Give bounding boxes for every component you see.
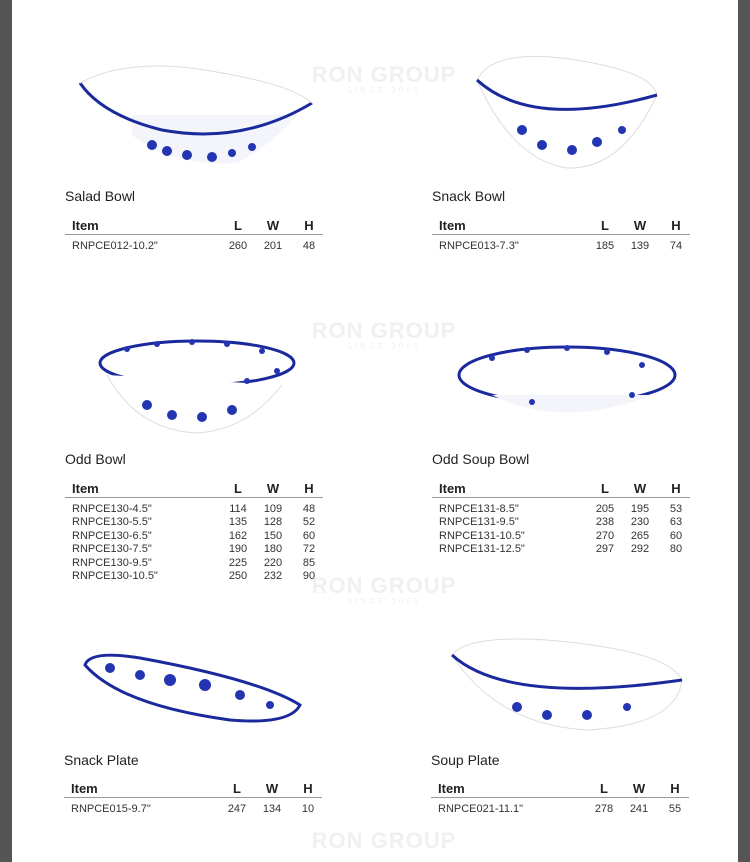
table-cell: 278 [594,803,614,815]
table-row [432,543,690,556]
table-cell: 201 [263,240,283,252]
spec-table [431,781,689,816]
table-cell: 60 [669,529,683,542]
table-row [65,570,323,583]
table-cell: 114 [229,503,247,515]
table-cell: RNPCE131-10.5" [439,529,525,542]
table-row [65,557,323,570]
spec-table [432,218,690,253]
table-cell: 297 [595,543,615,556]
table-row [65,530,323,543]
column-header-h: H [671,218,681,233]
table-cell: 225 [228,556,248,569]
table-cell: 292 [630,543,650,556]
table-cell: 238 [595,516,615,529]
table-header [64,781,322,798]
watermark: RON GROUP [311,828,457,853]
table-cell: 53 [669,503,683,515]
table-row [65,543,323,556]
snack-bowl-image [472,50,672,175]
table-cell: 247 [227,803,247,815]
table-row [432,530,690,543]
table-cell: 60 [302,529,316,542]
table-cell: 241 [629,803,649,815]
table-cell: RNPCE130-10.5" [72,569,158,582]
table-cell: 270 [595,529,615,542]
table-row [65,516,323,529]
column-header-item: Item [72,218,99,233]
column-header-h: H [304,481,314,496]
column-header-l: L [233,781,241,796]
product-title: Snack Bowl [432,188,506,204]
table-row [432,516,690,529]
table-cell: 230 [630,516,650,529]
table-cell: RNPCE131-9.5" [439,516,519,529]
table-cell: 205 [595,503,615,515]
catalog-page [12,0,738,862]
table-cell: 150 [263,529,283,542]
table-cell: 250 [228,569,248,582]
column-header-l: L [601,218,609,233]
table-cell: RNPCE021-11.1" [438,803,524,815]
column-header-w: W [633,481,647,496]
table-cell: RNPCE012-10.2" [72,240,158,252]
column-header-w: W [632,781,646,796]
column-header-h: H [670,781,680,796]
product-title: Soup Plate [431,752,500,768]
spec-table [432,481,690,557]
table-cell: 265 [630,529,650,542]
table-cell: 10 [301,803,315,815]
watermark: RON GROUP SINCE 2005 [311,573,457,606]
table-header [432,481,690,498]
table-cell: 80 [669,543,683,556]
odd-soup-bowl-image [452,340,682,430]
product-title: Snack Plate [64,752,139,768]
column-header-l: L [601,481,609,496]
table-row [64,803,322,816]
table-cell: 139 [630,240,650,252]
table-cell: 72 [302,543,316,556]
column-header-w: W [266,218,280,233]
odd-bowl-image [97,335,297,440]
table-cell: 260 [228,240,248,252]
table-cell: 109 [263,503,283,515]
watermark: RON GROUP SINCE 2005 [311,318,457,351]
table-cell: RNPCE131-12.5" [439,543,525,556]
table-cell: 55 [668,803,682,815]
product-title: Odd Soup Bowl [432,451,530,467]
table-row [65,240,323,253]
column-header-l: L [234,481,242,496]
table-cell: RNPCE131-8.5" [439,503,519,515]
table-cell: RNPCE130-7.5" [72,543,152,556]
table-cell: RNPCE130-4.5" [72,503,152,515]
column-header-h: H [304,218,314,233]
table-row [432,240,690,253]
column-header-w: W [265,781,279,796]
soup-plate-image [437,635,687,740]
table-cell: 128 [263,516,283,529]
table-cell: RNPCE130-6.5" [72,529,152,542]
table-cell: 195 [630,503,650,515]
table-cell: 180 [263,543,283,556]
column-header-l: L [234,218,242,233]
table-row [431,803,689,816]
product-title: Odd Bowl [65,451,126,467]
table-cell: RNPCE130-9.5" [72,556,152,569]
column-header-item: Item [71,781,98,796]
table-cell: 52 [302,516,316,529]
column-header-item: Item [439,218,466,233]
spec-table [65,481,323,583]
table-cell: RNPCE013-7.3" [439,240,519,252]
snack-plate-image [80,650,305,740]
salad-bowl-image [72,55,322,175]
table-cell: 220 [263,556,283,569]
column-header-w: W [266,481,280,496]
table-cell: 134 [262,803,282,815]
product-title: Salad Bowl [65,188,136,204]
table-cell: 90 [302,569,316,582]
table-cell: 135 [228,516,248,529]
table-cell: 74 [669,240,683,252]
column-header-h: H [671,481,681,496]
table-cell: 162 [228,529,248,542]
table-cell: 232 [263,569,283,582]
column-header-item: Item [72,481,99,496]
spec-table [65,218,323,253]
column-header-item: Item [439,481,466,496]
spec-table [64,781,322,816]
table-cell: 190 [228,543,248,556]
table-header [432,218,690,235]
table-header [431,781,689,798]
watermark: RON GROUP SINCE 2005 [311,62,457,95]
table-cell: 185 [595,240,615,252]
column-header-item: Item [438,781,465,796]
table-cell: RNPCE130-5.5" [72,516,152,529]
table-cell: 48 [302,503,316,515]
table-row [65,503,323,516]
table-row [432,503,690,516]
table-cell: 63 [669,516,683,529]
column-header-l: L [600,781,608,796]
table-header [65,218,323,235]
table-cell: RNPCE015-9.7" [71,803,151,815]
table-header [65,481,323,498]
column-header-w: W [633,218,647,233]
table-cell: 85 [302,556,316,569]
column-header-h: H [303,781,313,796]
table-cell: 48 [302,240,316,252]
